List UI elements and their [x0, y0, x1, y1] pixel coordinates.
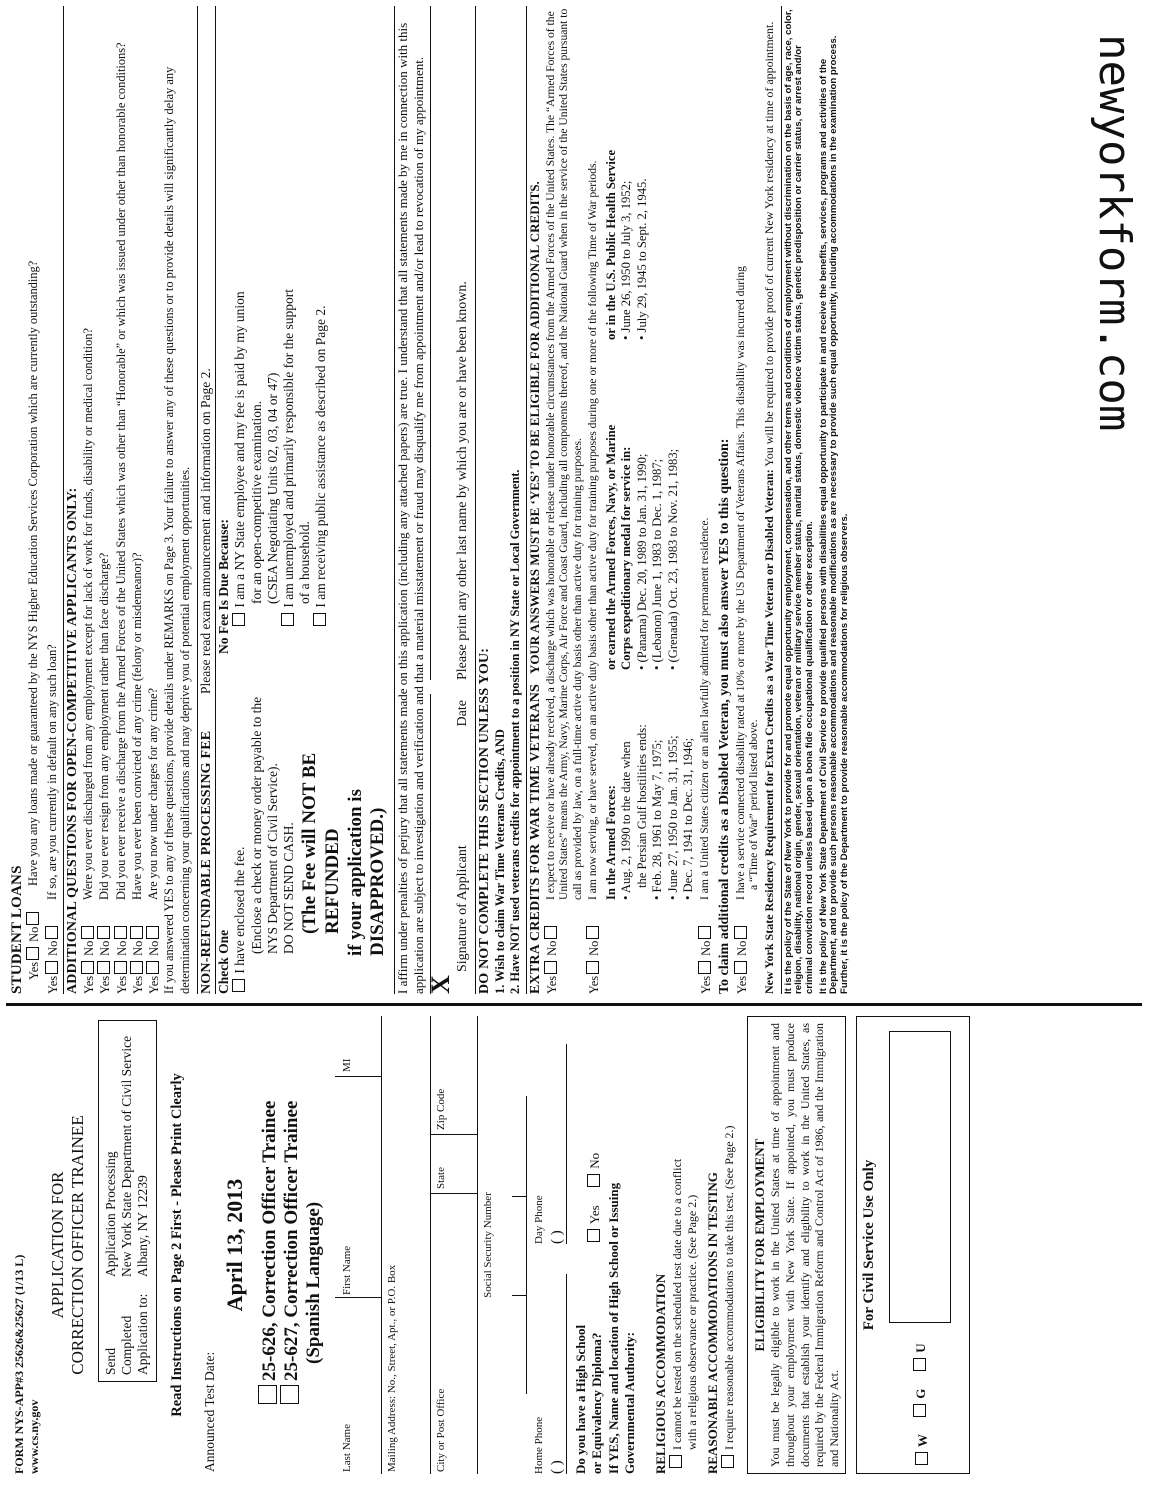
- send-label-2: Completed: [119, 1315, 135, 1375]
- form-id: FORM NYS-APP#3 25626&25627 (1/13 L): [12, 1254, 26, 1474]
- do-not-title: DO NOT COMPLETE THIS SECTION UNLESS YOU:: [476, 647, 492, 994]
- oc-q2-yes-checkbox[interactable]: [97, 961, 110, 974]
- student-loan-q1: [26, 6, 42, 994]
- oc-q1: [81, 6, 97, 994]
- date-label: Date: [454, 700, 470, 727]
- hs-yes-checkbox[interactable]: [587, 1229, 600, 1242]
- fee-title: NON-REFUNDABLE PROCESSING FEE: [198, 730, 214, 994]
- ssn-field[interactable]: [496, 1096, 527, 1394]
- exam-options: [258, 1016, 326, 1404]
- test-date-label: Announced Test Date:: [201, 1351, 217, 1472]
- watermark: newyorkform.com: [1089, 34, 1140, 432]
- high-school-question: [573, 1016, 604, 1474]
- religious-checkbox[interactable]: [669, 1455, 682, 1468]
- oc-q4: [130, 6, 146, 994]
- hs-name-line1: If YES, Name and location of High School or Issuing: [606, 1182, 622, 1474]
- zip-label: Zip Code: [435, 1088, 448, 1130]
- oc-q3-yes-label: Yes: [114, 975, 129, 994]
- vet-p2-no-checkbox[interactable]: [586, 926, 599, 939]
- sl-q2-no-checkbox[interactable]: [45, 926, 58, 939]
- oc-q1-yes-checkbox[interactable]: [81, 961, 94, 974]
- medal-title-1: or earned the Armed Forces, Navy, or Marine: [604, 424, 619, 670]
- vet-p2-row: [586, 6, 602, 994]
- policy-1: It is the policy of the State of New York to provide for and promote equal opportunity employment, compensation, and other terms and conditions of employment without discrimination on the basis of age, race, color, religion, disability, national origin, gender, sexual orientation, veteran or military service member status, marital status, domestic violence victim status, genetic predisposition or carrier status, or arrest and/or criminal conviction record unless based upon a bona fide occupational qualification or other exception.: [782, 9, 815, 994]
- oc-q4-yes-label: Yes: [130, 975, 145, 994]
- dis-no-label: No: [734, 940, 749, 956]
- signature-x: X: [425, 975, 455, 994]
- eligibility-title: ELIGIBILITY FOR EMPLOYMENT: [752, 1138, 768, 1352]
- religious-text-2: with a religious observance or practice. (See Page 2.): [684, 1194, 699, 1450]
- exam-1-label: 25-626, Correction Officer Trainee: [258, 1100, 280, 1381]
- city-label: City or Post Office: [435, 1388, 448, 1472]
- civil-service-codes: [913, 1434, 934, 1467]
- send-addr-3: Albany, NY 12239: [135, 1175, 151, 1277]
- nf3: I am receiving public assistance as described on Page 2.: [313, 305, 329, 608]
- oc-q1-text: Were you ever discharged from any employment except for lack of work for funds, disability or medical condition?: [81, 327, 96, 900]
- oc-q1-no-checkbox[interactable]: [81, 926, 94, 939]
- eligibility-box: [747, 1016, 846, 1474]
- code-g-label: G: [913, 1388, 929, 1399]
- send-label-1: Send: [103, 1348, 118, 1375]
- vet-p1-row: [544, 6, 584, 994]
- veterans-title-2: YOUR ANSWERS MUST BE ‘YES’ TO BE ELIGIBLE FOR ADDITIONAL CREDITS.: [526, 181, 542, 674]
- medal-3: • (Grenada) Oct. 23, 1983 to Nov. 21, 1983;: [665, 448, 680, 670]
- code-u-row: [913, 1343, 929, 1373]
- oc-q4-no-label: No: [130, 940, 145, 956]
- oc-q4-text: Have you ever been convicted of any crime (felony or misdemeanor)?: [129, 552, 144, 900]
- signature-row: [425, 6, 471, 994]
- disabled-2: a “Time of War” period listed above.: [747, 719, 761, 890]
- column-divider: [6, 1003, 1142, 1006]
- phs-2: • July 29, 1945 to Sept. 2, 1945.: [634, 178, 649, 340]
- first-name-field[interactable]: [335, 1077, 381, 1298]
- hs-q-line2: or Equivalency Diploma?: [588, 1332, 604, 1474]
- oc-q1-no-label: No: [82, 940, 97, 956]
- last-name-label: Last Name: [341, 1424, 354, 1472]
- vet-p2-yes-label: Yes: [586, 975, 601, 994]
- cit-no-checkbox[interactable]: [698, 926, 711, 939]
- hs-no-checkbox[interactable]: [587, 1174, 600, 1187]
- fee-not-refunded-2: if your application is DISAPPROVED.): [344, 789, 389, 956]
- vet-p1: I expect to receive or have already received, a discharge which was honorable or release under honorable circumstances from the Armed Forces of the United States. The “Armed Forces of the United States” means the Army, Navy, Marine Corps, Air Force and Coast Guard, including all components thereof, and the National Guard when in the service of the United States pursuant to call as provided by law, on a full-time active duty basis other than active duty for training purposes.: [543, 8, 584, 900]
- hs-name-line2: Governmental Authority:: [621, 1332, 637, 1474]
- residency: [762, 6, 776, 994]
- do-not-item-2: 2. Have NOT used veterans credits for appointment to a position in NY State or Local Government.: [508, 469, 523, 994]
- dis-no-checkbox[interactable]: [734, 926, 747, 939]
- reasonable-title: REASONABLE ACCOMMODATIONS IN TESTING: [705, 1172, 721, 1474]
- residency-rest: You will be required to provide proof of current New York residency at time of appointment.: [762, 21, 777, 470]
- citizen-row: [698, 6, 714, 994]
- vet-p2-no-label: No: [586, 940, 601, 956]
- fee-read-note: Please read exam announcement and information on Page 2.: [197, 368, 213, 694]
- medal-2: • (Lebanon) June 1, 1983 to Dec. 1, 1987;: [650, 458, 665, 670]
- form-title-1: APPLICATION FOR: [48, 1171, 67, 1319]
- vet-p1-yes-label: Yes: [544, 975, 559, 994]
- phs-1: • June 26, 1950 to July 3, 1952;: [619, 180, 634, 340]
- zip-field[interactable]: [431, 1018, 477, 1135]
- cit-yes-label: Yes: [699, 975, 714, 994]
- armed-1a: • Aug. 2, 1990 to the date when: [619, 741, 634, 900]
- other-name-field[interactable]: [430, 6, 471, 680]
- student-loans-title: STUDENT LOANS: [9, 865, 25, 994]
- phs-title: or in the U.S. Public Health Service: [604, 149, 619, 340]
- veterans-header: [527, 6, 544, 994]
- nf1-a: I am a NY State employee and my fee is paid by my union: [232, 291, 248, 608]
- do-not-item-1: 1. Wish to claim War Time Veterans Credits, AND: [493, 729, 508, 994]
- oc-q4-no-checkbox[interactable]: [130, 926, 143, 939]
- oc-q3-yes-checkbox[interactable]: [114, 961, 127, 974]
- religious-text: [669, 1016, 699, 1470]
- cit-yes-checkbox[interactable]: [698, 961, 711, 974]
- reasonable-text: I require reasonable accommodations to take this test. (See Page 2.): [722, 1125, 737, 1450]
- eligibility-text: You must be legally eligible to work in the United States at time of appointment and throughout your employment with New York State. If appointed, you must produce documents that establish your identify and eligibility to work in the United States, as required by the Federal Immigration Reform and Control Act of 1986, and the Immigration and Nationality Act.: [768, 1023, 841, 1467]
- exam-2-label: 25-627, Correction Officer Trainee: [281, 1100, 303, 1381]
- city-row: [431, 1016, 478, 1474]
- oc-q5-text: Are you now under charges for any crime?: [146, 687, 161, 900]
- oc-q5-no-checkbox[interactable]: [146, 926, 159, 939]
- cit-no-label: No: [699, 940, 714, 956]
- right-column: [8, 6, 1144, 994]
- first-name-label: First Name: [341, 1245, 354, 1295]
- day-phone-label: Day Phone: [533, 1195, 546, 1244]
- code-u-checkbox[interactable]: [913, 1358, 926, 1371]
- nf1-checkbox[interactable]: [232, 613, 245, 626]
- sl-q1-yes-label: Yes: [27, 961, 42, 980]
- nf1-c: (CSEA Negotiating Units 02, 03, 04 or 47): [264, 372, 280, 604]
- oc-q3-text: Did you ever receive a discharge from the Armed Forces of the United States which was other than “Honorable” or which was issued under other than honorable conditions?: [113, 42, 128, 900]
- no-fee-title: No Fee Is Due Because:: [216, 519, 232, 654]
- student-loan-q2: [45, 6, 61, 994]
- fee-body: [216, 6, 390, 994]
- day-phone-paren: ( ): [549, 1044, 567, 1244]
- home-phone-field[interactable]: [533, 1244, 567, 1474]
- exam-1-checkbox[interactable]: [258, 1385, 277, 1404]
- religious-text-1: I cannot be tested on the scheduled test date due to a conflict: [670, 1158, 685, 1450]
- oc-q3-no-checkbox[interactable]: [114, 926, 127, 939]
- oc-q2-text: Did you ever resign from any employment rather than face discharge?: [97, 552, 112, 900]
- last-name-field[interactable]: [335, 1299, 381, 1474]
- sl-q2-yes-checkbox[interactable]: [45, 961, 58, 974]
- oc-q4-yes-checkbox[interactable]: [130, 961, 143, 974]
- nf2-b: of a household.: [297, 521, 313, 604]
- state-field[interactable]: [431, 1135, 477, 1194]
- oc-q5-yes-label: Yes: [147, 975, 162, 994]
- sl-q2-text: If so, are you currently in default on any such loan?: [44, 644, 59, 900]
- fee-not-refunded-1: (The Fee will NOT BE REFUNDED: [299, 752, 343, 934]
- home-phone-paren: ( ): [549, 1274, 567, 1474]
- affirm-text: I affirm under penalties of perjury that all statements made on this application (including any attached papers) are true. I understand that all statements made by me in connection with this application are subject to investigation and verification and that a material misstatement or fraud may disqualify me from appointment and/or lead to revocation of my appointment.: [395, 22, 426, 994]
- website: www.cs.ny.gov: [27, 1399, 41, 1474]
- phone-row: [533, 1016, 567, 1474]
- vet-p2: I am now serving, or have served, on an active duty basis other than active duty for training purposes during one or more of the following Time of War periods.: [585, 160, 599, 900]
- mi-label: MI: [341, 1058, 354, 1072]
- vet-p1-yes-checkbox[interactable]: [544, 961, 557, 974]
- armed-4: • Dec. 7, 1941 to Dec. 31, 1946;: [680, 737, 695, 900]
- vet-p1-no-label: No: [544, 940, 559, 956]
- hs-no-label: No: [587, 1152, 603, 1169]
- test-date: April 13, 2013: [221, 1178, 247, 1312]
- other-name-label: Please print any other last name by which you are or have been known.: [454, 281, 470, 680]
- left-column: [12, 1016, 1138, 1474]
- fee-enclosed-label: I have enclosed the fee.: [232, 846, 248, 974]
- sl-q1-text: Have you any loans made or guaranteed by the NYS Higher Education Services Corporation which are currently outstanding?: [26, 260, 41, 886]
- nf1-b: for an open-competitive examination.: [248, 400, 264, 604]
- fee-enclose-3: DO NOT SEND CASH.: [280, 822, 296, 954]
- nf2-checkbox[interactable]: [281, 613, 294, 626]
- fee-header: [198, 6, 215, 994]
- sl-q1-yes-checkbox[interactable]: [26, 947, 39, 960]
- armed-title: In the Armed Forces:: [604, 785, 619, 900]
- oc-q2: [97, 6, 113, 994]
- fee-check-one: Check One: [216, 929, 232, 994]
- vet-p2-yes-checkbox[interactable]: [586, 961, 599, 974]
- citizen-text: I am a United States citizen or an alien lawfully admitted for permanent residence.: [698, 517, 712, 900]
- fee-enclose-1: (Enclose a check or money order payable to the: [248, 696, 264, 954]
- oc-q2-no-checkbox[interactable]: [97, 926, 110, 939]
- civil-service-inner-box: [889, 1031, 951, 1323]
- oc-q5: [146, 6, 162, 994]
- hs-name-question: [606, 1016, 637, 1474]
- medal-title-2: Corps expeditionary medal for service in:: [619, 446, 634, 670]
- instructions: Read Instructions on Page 2 First - Please Print Clearly: [168, 1073, 185, 1417]
- oc-q2-yes-label: Yes: [98, 975, 113, 994]
- civil-service-box: [856, 1016, 970, 1474]
- dis-yes-checkbox[interactable]: [734, 961, 747, 974]
- oc-q3-no-label: No: [114, 940, 129, 956]
- disabled-1: I have a service connected disability rated at 10% or more by the US Department of Veterans Affairs. This disability was incurred during: [733, 266, 747, 900]
- code-g-row: [913, 1389, 929, 1419]
- disabled-title: To claim additional credits as a Disabled Veteran, you must also answer YES to this question:: [717, 438, 733, 994]
- hs-yes-label: Yes: [587, 1205, 603, 1225]
- mailing-address-field[interactable]: [382, 1016, 431, 1474]
- religious-title: RELIGIOUS ACCOMMODATION: [653, 1273, 669, 1474]
- medal-1: • (Panama) Dec. 20, 1989 to Jan. 31, 1990;: [634, 453, 649, 670]
- disabled-row: [734, 6, 761, 994]
- armed-2: • Feb. 28, 1961 to May 7, 1975;: [650, 739, 665, 900]
- armed-1b: the Persian Gulf hostilities ends:: [634, 724, 649, 888]
- reasonable-text-row: [721, 1016, 737, 1470]
- open-comp-title: ADDITIONAL QUESTIONS FOR OPEN-COMPETITIVE APPLICANTS ONLY:: [64, 487, 80, 994]
- oc-q5-yes-checkbox[interactable]: [146, 961, 159, 974]
- code-w-checkbox[interactable]: [915, 1452, 928, 1465]
- signature-field[interactable]: [425, 694, 471, 994]
- day-phone-field[interactable]: [533, 1044, 567, 1244]
- sl-q1-no-checkbox[interactable]: [26, 912, 39, 925]
- ssn-label: Social Security Number: [482, 1192, 495, 1298]
- mi-field[interactable]: [335, 1018, 381, 1077]
- city-field[interactable]: [431, 1194, 477, 1474]
- armed-3: • June 27, 1950 to Jan. 31, 1955;: [665, 735, 680, 900]
- hs-q-line1: Do you have a High School: [573, 1324, 589, 1474]
- policy-2: It is the policy of New York State Department of Civil Service to provide qualified persons with disabilities equal opportunity to participate in and receive the benefits, services, programs and activities of the Department, and to provide such persons reasonable accommodations and reasonable modifications as are necessary to provide such equal opportunity, including accommodations in the examination process. Further, it is the policy of the Department to provide reasonable accommodations for religious observers.: [817, 35, 851, 994]
- sl-q1-no-label: No: [27, 926, 42, 942]
- form-title-2: CORRECTION OFFICER TRAINEE: [68, 1115, 87, 1375]
- send-addr-1: Application Processing: [103, 1151, 118, 1277]
- code-u-label: U: [913, 1343, 929, 1353]
- civil-service-title: For Civil Service Use Only: [861, 1159, 878, 1331]
- fee-enclosed-checkbox[interactable]: [232, 979, 245, 992]
- send-to-box: [98, 1020, 157, 1382]
- war-periods: [604, 6, 696, 900]
- dis-yes-label: Yes: [734, 975, 749, 994]
- oc-q3: [114, 6, 130, 994]
- send-label-3: Application to:: [135, 1293, 151, 1375]
- home-phone-label: Home Phone: [533, 1416, 546, 1474]
- code-g-checkbox[interactable]: [913, 1404, 926, 1417]
- name-row: [335, 1016, 382, 1474]
- sl-q2-no-label: No: [45, 940, 60, 956]
- veterans-title: EXTRA CREDITS FOR WAR TIME VETERANS: [527, 683, 543, 994]
- signature-label: Signature of Applicant: [454, 845, 470, 972]
- exam-2-note: (Spanish Language): [303, 1201, 325, 1364]
- oc-q5-no-label: No: [147, 940, 162, 956]
- oc-note: If you answered YES to any of these questions, provide details under REMARKS on Page 3. Your failure to answer any of these questions or to provide details will significantly delay any determination concerning your qualifications and may deprive you of potential employment opportunities.: [162, 66, 192, 994]
- exam-2-checkbox[interactable]: [280, 1385, 299, 1404]
- code-w-label: W: [915, 1433, 931, 1447]
- state-label: State: [435, 1167, 448, 1189]
- residency-bold: New York State Residency Requirement for Extra Credits as a War Time Veteran or Disabled Veteran:: [762, 469, 777, 994]
- mailing-label: Mailing Address: No., Street, Apt., or P.O. Box: [386, 1264, 399, 1472]
- nf2-a: I am unemployed and primarily responsible for the support: [280, 288, 296, 608]
- fee-enclose-2: NYS Department of Civil Service).: [264, 763, 280, 954]
- nf3-checkbox[interactable]: [313, 613, 326, 626]
- oc-q1-yes-label: Yes: [82, 975, 97, 994]
- oc-q2-no-label: No: [98, 940, 113, 956]
- reasonable-checkbox[interactable]: [721, 1455, 734, 1468]
- vet-p1-no-checkbox[interactable]: [544, 926, 557, 939]
- sl-q2-yes-label: Yes: [45, 975, 60, 994]
- send-addr-2: New York State Department of Civil Service: [119, 1035, 135, 1277]
